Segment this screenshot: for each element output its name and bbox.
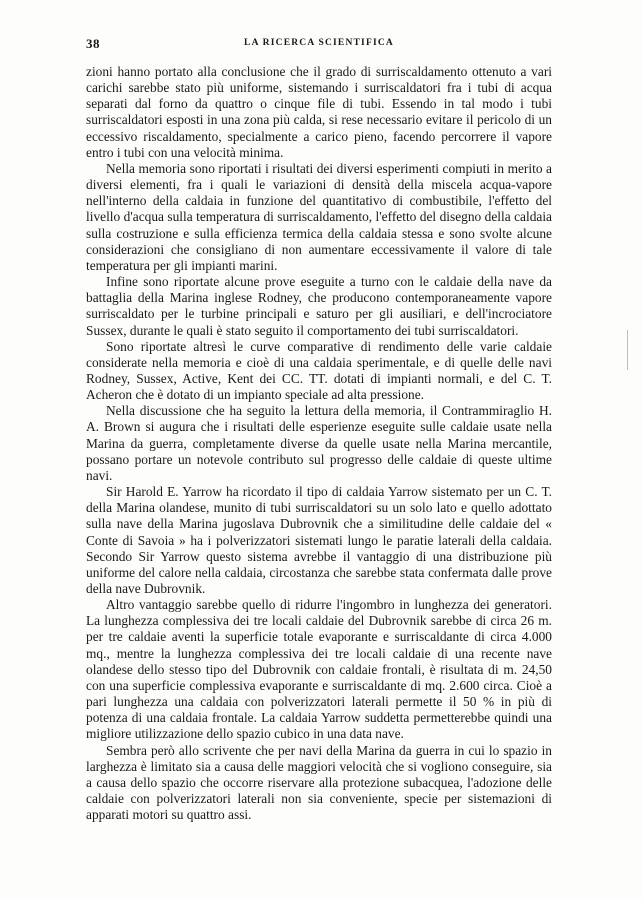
scan-edge-mark bbox=[627, 330, 628, 370]
paragraph-rodney-sussex-tests: Infine sono riportate alcune prove eseguite a turno con le caldaie della nave da battaglia della Marina inglese Rodney, che producono contemporaneamente vapore surriscaldato per le turbine principali e saturo per gli ausiliari, e dell'incrociatore Sussex, durante le quali è stato seguito il comportamento dei tubi surriscaldatori. bbox=[86, 274, 552, 338]
body-text bbox=[86, 64, 552, 823]
paragraph-efficiency-curves: Sono riportate altresì le curve comparative di rendimento delle varie caldaie considerate nella memoria e cioè di una caldaia sperimentale, e di quelle delle navi Rodney, Sussex, Active, Kent dei CC. TT. dotati di impianti normali, e del C. T. Acheron che è dotato di un impianto speciale ad alta pressione. bbox=[86, 338, 552, 403]
paragraph-experiments: Nella memoria sono riportati i risultati dei diversi esperimenti compiuti in merito a diversi elementi, fra i quali le variazioni di densità della miscela acqua-vapore nell'interno della caldaia in funzione del quantitativo di combustibile, l'effetto del livello d'acqua sulla temperatura di surriscaldamento, l'effetto del disegno della caldaia sulla costruzione e sulla efficienza termica della caldaia stessa e sono svolte alcune considerazioni che consigliano di non aumentare eccessivamente il valore di tale temperatura per gli impianti marini. bbox=[86, 160, 552, 273]
paragraph-length-advantage: Altro vantaggio sarebbe quello di ridurre l'ingombro in lunghezza dei generatori. La lunghezza complessiva dei tre locali caldaie del Dubrovnik sarebbe di circa 26 m. per tre caldaie aventi la superficie totale evaporante e surriscaldante di circa 4.000 mq., mentre la lunghezza complessiva dei tre locali caldaie di una recente nave olandese dello stesso tipo del Dubrovnik con caldaie frontali, è risultata di m. 24,50 con una superficie complessiva evaporante e surriscaldante di mq. 2.600 circa. Cioè a pari lunghezza una caldaia con polverizzatori laterali permette il 50 % in più di potenza di una caldaia frontale. La caldaia Yarrow suddetta permetterebbe quindi una migliore utilizzazione dello spazio cubico in una data nave. bbox=[86, 597, 552, 742]
paragraph-superheater-conclusion: zioni hanno portato alla conclusione che il grado di surriscaldamento ottenuto a vari carichi sarebbe stato più uniforme, sistemando i surriscaldatori fra i tubi di acqua separati dal forno da quattro o cinque file di tubi. Essendo in tal modo i tubi surriscaldatori esposti in una zona più calda, si rese necessario evitare il pericolo di un eccessivo riscaldamento, specialmente a carico pieno, facendo percorrere il vapore entro i tubi con una velocità minima. bbox=[86, 64, 552, 160]
page-header bbox=[86, 36, 552, 54]
running-title: LA RICERCA SCIENTIFICA bbox=[244, 38, 394, 48]
paragraph-yarrow-boiler: Sir Harold E. Yarrow ha ricordato il tipo di caldaia Yarrow sistemato per un C. T. della Marina olandese, munito di tubi surriscaldatori su un solo lato e quello adottato sulla nave della Marina jugoslava Dubrovnik che a similitudine delle caldaie del « Conte di Savoia » ha i polverizzatori sistemati lungo le paratie laterali della caldaia. Secondo Sir Yarrow questo sistema avrebbe il vantaggio di una distribuzione più uniforme del calore nella caldaia, circostanza che sarebbe stata confermata dalle prove della nave Dubrovnik. bbox=[86, 484, 552, 596]
paragraph-discussion-brown: Nella discussione che ha seguito la lettura della memoria, il Contrammiraglio H. A. Brown si augura che i risultati delle esperienze eseguite sulle caldaie usate nella Marina da guerra, completamente diverse da quelle usate nella Marina mercantile, possano portare un notevole contributo sul progresso delle caldaie di queste ultime navi. bbox=[86, 403, 552, 483]
paragraph-author-opinion: Sembra però allo scrivente che per navi della Marina da guerra in cui lo spazio in larghezza è limitato sia a causa delle maggiori velocità che si vogliono conseguire, sia a causa dello spazio che occorre riservare alla protezione subacquea, l'adozione delle caldaie con polverizzatori laterali non sia conveniente, specie per sistemazioni di apparati motori su quattro assi. bbox=[86, 742, 552, 823]
page-number: 38 bbox=[86, 36, 100, 51]
